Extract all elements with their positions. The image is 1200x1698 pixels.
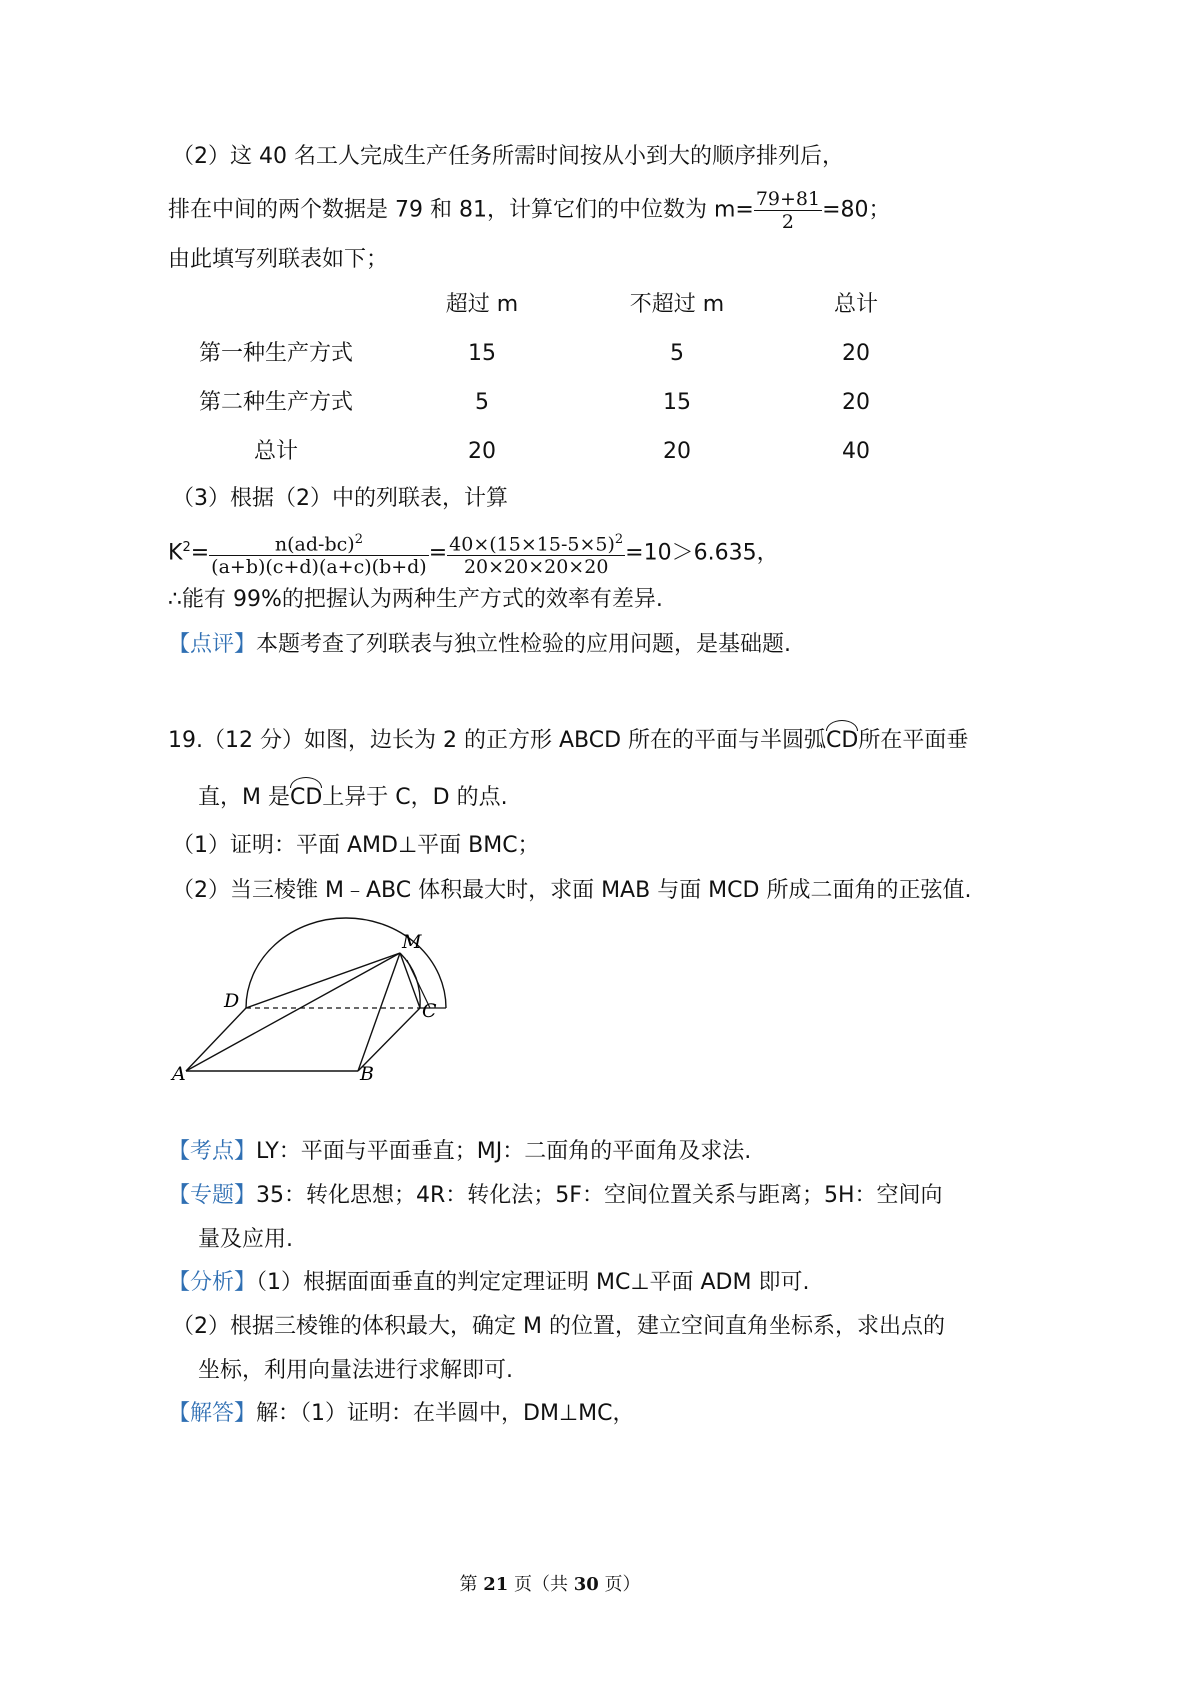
part3-line1: （3）根据（2）中的列联表，计算 (172, 486, 508, 511)
jieda-tag: 【解答】 (168, 1401, 257, 1426)
arc-cd: CD (826, 726, 858, 756)
jieda-text: 解：（1）证明：在半圆中，DM⊥MC， (256, 1401, 635, 1426)
k-formula-numerator-sup: 2 (354, 531, 363, 547)
edge-dm (246, 953, 400, 1008)
table-cell: 20 (468, 439, 496, 464)
part2-line2 (168, 188, 891, 233)
table-header-total: 总计 (833, 292, 878, 317)
table-row-label-1: 第一种生产方式 (198, 341, 353, 366)
table-row-label-2: 第二种生产方式 (198, 390, 353, 415)
label-d: D (224, 990, 240, 1012)
page-number: 21 (483, 1574, 509, 1595)
equals-sign: = (428, 540, 448, 566)
fenxi-tag: 【分析】 (168, 1270, 257, 1295)
kaodian-line (168, 1137, 751, 1167)
table-cell: 15 (468, 341, 496, 366)
table-cell: 5 (475, 390, 489, 415)
label-a: A (172, 1063, 186, 1085)
median-denominator: 2 (781, 211, 795, 233)
jieda-line (168, 1399, 634, 1429)
q19-sub1: （1）证明：平面 AMD⊥平面 BMC； (172, 833, 540, 858)
q19-line2-text: 直，M 是 (198, 785, 290, 810)
geometry-figure (160, 915, 460, 1090)
fenxi-line2: （2）根据三棱锥的体积最大，确定 M 的位置，建立空间直角坐标系，求出点的 (172, 1314, 945, 1339)
table-header-not-over-m: 不超过 m (629, 292, 725, 317)
median-text: 排在中间的两个数据是 79 和 81，计算它们的中位数为 m= (168, 197, 754, 223)
zhuanti-text: 35：转化思想；4R：转化法；5F：空间位置关系与距离；5H：空间向 (256, 1183, 943, 1208)
fenxi-line (168, 1268, 809, 1298)
edge-bm (358, 953, 400, 1071)
review-text: 本题考查了列联表与独立性检验的应用问题，是基础题. (256, 632, 792, 657)
table-cell: 20 (842, 390, 870, 415)
k-value-numerator-text: 40×(15×15-5×5) (449, 532, 615, 555)
k-formula-numerator-text: n(ad-bc) (274, 532, 355, 555)
kaodian-tag: 【考点】 (168, 1139, 257, 1164)
q19-line2 (198, 783, 508, 813)
page-total: 30 (573, 1574, 599, 1595)
footer-pre: 第 (459, 1574, 484, 1595)
table-cell: 15 (663, 390, 691, 415)
label-m: M (402, 931, 422, 953)
k-formula-numerator (209, 529, 429, 556)
zhuanti-line (168, 1181, 943, 1211)
page-footer (0, 1570, 1100, 1596)
k-formula-fraction (209, 529, 429, 578)
q19-line1 (168, 726, 968, 756)
kaodian-text: LY：平面与平面垂直；MJ：二面角的平面角及求法. (256, 1139, 752, 1164)
table-cell: 20 (663, 439, 691, 464)
median-result: =80； (822, 197, 891, 223)
k-value-denominator: 20×20×20×20 (463, 555, 609, 578)
part2-line3: 由此填写列联表如下； (168, 247, 389, 272)
fenxi-line3: 坐标，利用向量法进行求解即可. (198, 1358, 513, 1383)
k-formula-denominator: (a+b)(c+d)(a+c)(b+d) (211, 555, 427, 578)
q19-text-tail: 所在平面垂 (858, 728, 969, 753)
zhuanti-tag: 【专题】 (168, 1183, 257, 1208)
k-value-fraction (447, 529, 625, 578)
fenxi-text: （1）根据面面垂直的判定定理证明 MC⊥平面 ADM 即可. (256, 1270, 810, 1295)
k-result: =10＞6.635， (625, 540, 779, 566)
k-value-numerator (447, 529, 625, 556)
table-cell: 5 (670, 341, 684, 366)
edge-bc (358, 1008, 420, 1071)
edge-am (186, 953, 400, 1071)
footer-post: 页） (598, 1574, 641, 1595)
review-line (168, 630, 791, 660)
label-b: B (360, 1063, 374, 1085)
q19-line2-tail: 上异于 C，D 的点. (322, 785, 508, 810)
part2-line1: （2）这 40 名工人完成生产任务所需时间按从小到大的顺序排列后， (172, 144, 844, 169)
median-numerator: 79+81 (755, 188, 821, 210)
q19-sub2: （2）当三棱锥 M﹣ABC 体积最大时，求面 MAB 与面 MCD 所成二面角的正弦值. (172, 878, 972, 903)
q19-text: 19.（12 分）如图，边长为 2 的正方形 ABCD 所在的平面与半圆弧 (168, 728, 827, 753)
table-row-label-3: 总计 (253, 439, 298, 464)
table-cell: 20 (842, 341, 870, 366)
k-value-numerator-sup: 2 (614, 531, 624, 547)
edge-ad (186, 1008, 246, 1071)
zhuanti-line2: 量及应用. (198, 1227, 293, 1252)
table-cell: 40 (842, 439, 870, 464)
equals-sign: = (190, 540, 210, 566)
k-sup: 2 (182, 540, 191, 555)
table-header-over-m: 超过 m (445, 292, 519, 317)
k-label: K (168, 540, 183, 566)
review-tag: 【点评】 (168, 632, 257, 657)
footer-mid: 页（共 (508, 1574, 574, 1595)
median-fraction (754, 188, 822, 233)
part3-conclusion: ∴能有 99%的把握认为两种生产方式的效率有差异. (168, 587, 663, 612)
arc-cd: CD (290, 783, 322, 813)
label-c: C (422, 1000, 437, 1022)
k-squared-formula (168, 520, 779, 581)
